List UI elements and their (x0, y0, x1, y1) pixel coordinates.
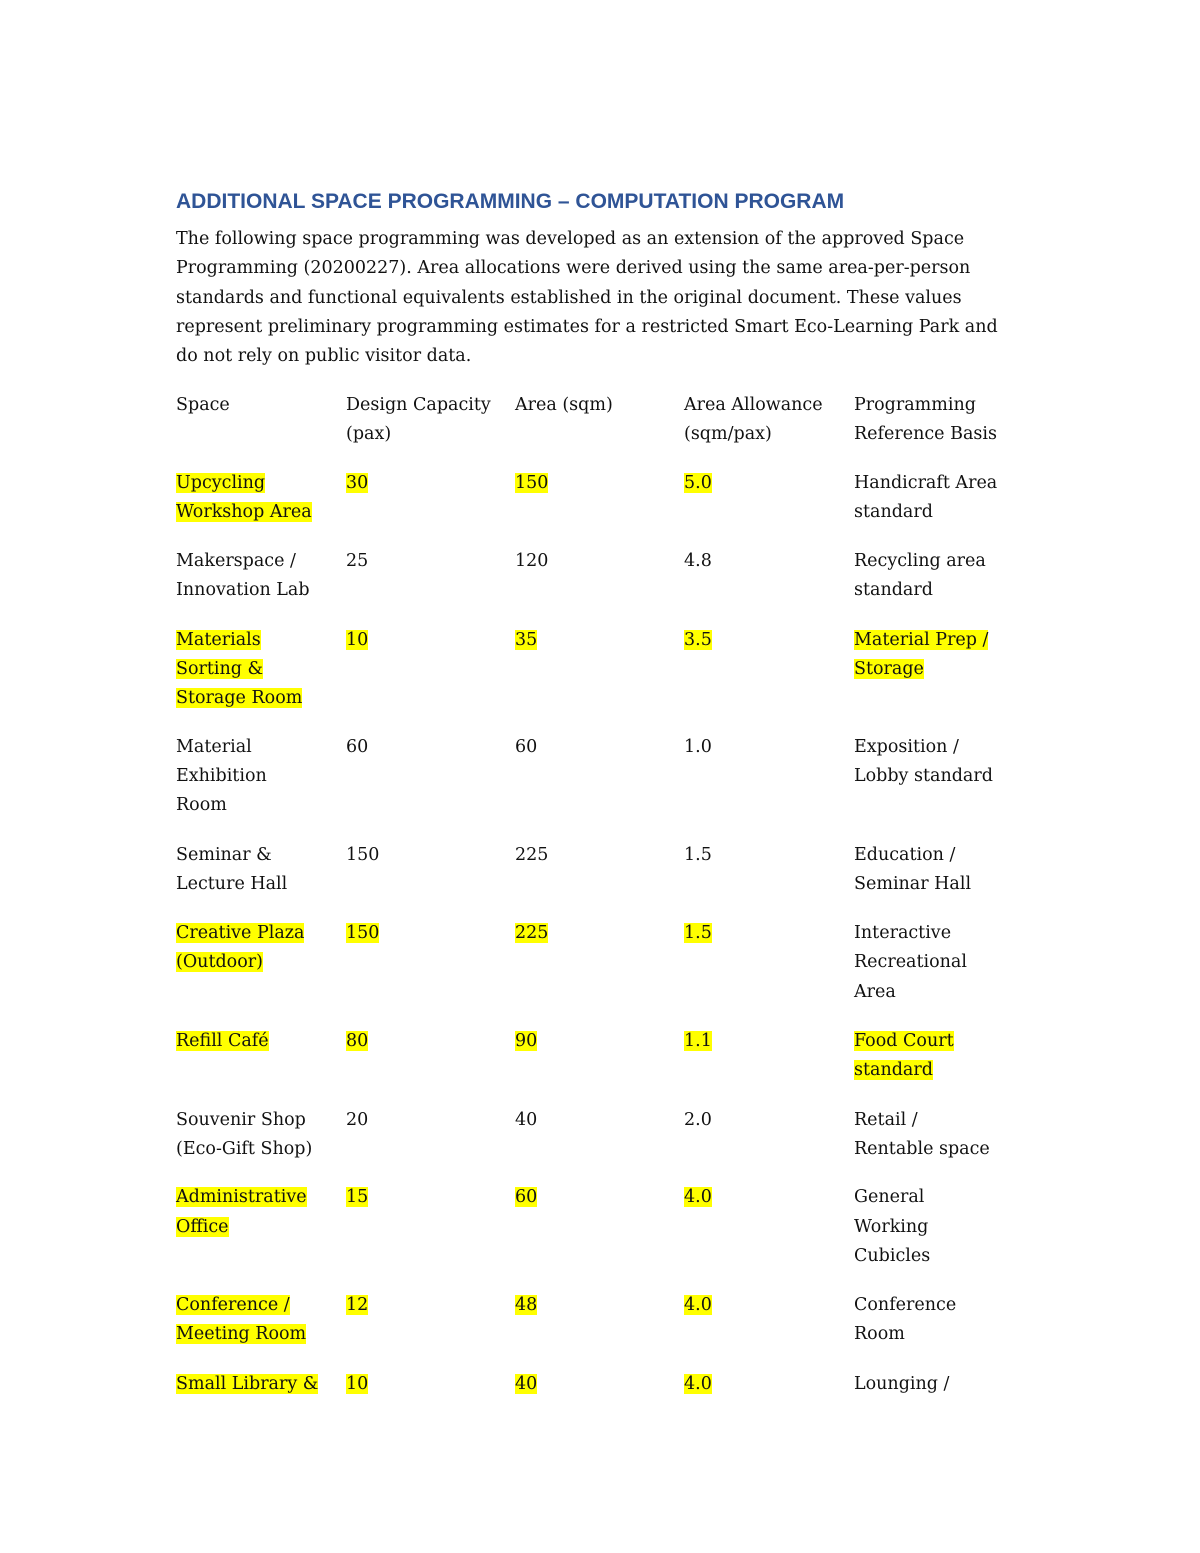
table-row (176, 1106, 1036, 1165)
cell-text: Meeting Room (176, 1324, 307, 1345)
table-row (176, 547, 1036, 606)
cell-text: 48 (515, 1295, 538, 1316)
cell-text: Seminar & (176, 844, 272, 865)
cell-text: 3.5 (684, 629, 712, 650)
cell-text: Souvenir Shop (176, 1109, 306, 1130)
cell-reference-basis (854, 547, 1034, 606)
highlighted-line (176, 1370, 346, 1399)
cell-text: standard (854, 580, 933, 601)
cell-text: 1.0 (684, 736, 712, 757)
intro-line: standards and functional equivalents established in the original document. These values (176, 287, 962, 308)
highlighted-line (515, 919, 684, 948)
highlighted-line (684, 1183, 854, 1212)
cell-space (176, 1027, 346, 1086)
cell-text: 4.0 (684, 1295, 712, 1316)
table-row (176, 841, 1036, 900)
highlighted-line (515, 469, 684, 498)
cell-area-allowance (684, 1106, 854, 1165)
cell-reference-basis (854, 1370, 1034, 1399)
cell-space (176, 1183, 346, 1271)
cell-design-capacity (346, 547, 515, 606)
highlighted-line (515, 1370, 684, 1399)
highlighted-line (684, 626, 854, 655)
cell-area (515, 1183, 684, 1271)
highlighted-line (176, 919, 346, 948)
cell-text: 60 (346, 736, 369, 757)
cell-text: Small Library & (176, 1373, 319, 1394)
cell-text: Food Court (854, 1031, 954, 1052)
highlighted-line (854, 1056, 1034, 1085)
cell-text: 40 (515, 1373, 538, 1394)
highlighted-line (176, 498, 346, 527)
highlighted-line (176, 948, 346, 977)
cell-text: 1.5 (684, 844, 712, 865)
cell-text: Rentable space (854, 1138, 990, 1159)
cell-text: 225 (515, 844, 549, 865)
cell-text: standard (854, 1060, 933, 1081)
cell-design-capacity (346, 626, 515, 714)
highlighted-line (515, 1027, 684, 1056)
intro-line: Programming (20200227). Area allocations were derived using the same area-per-person (176, 258, 971, 279)
header-text: (pax) (346, 424, 392, 445)
header-text: Design Capacity (346, 395, 491, 415)
cell-area-allowance (684, 1291, 854, 1350)
highlighted-line (515, 626, 684, 655)
cell-text: Administrative (176, 1187, 307, 1208)
cell-area (515, 1291, 684, 1350)
highlighted-line (684, 1027, 854, 1056)
cell-area (515, 733, 684, 821)
table-row (176, 1370, 1036, 1399)
cell-space (176, 733, 346, 821)
cell-space (176, 1106, 346, 1165)
cell-area (515, 1027, 684, 1086)
cell-text: Lecture Hall (176, 873, 288, 894)
highlighted-line (176, 1027, 346, 1056)
cell-space (176, 1291, 346, 1350)
cell-text: 4.0 (684, 1373, 712, 1394)
cell-reference-basis (854, 626, 1034, 714)
cell-reference-basis (854, 469, 1034, 528)
cell-text: Office (176, 1216, 229, 1237)
table-row (176, 1027, 1036, 1086)
cell-area (515, 469, 684, 528)
cell-space (176, 841, 346, 900)
cell-reference-basis (854, 919, 1034, 1007)
header-text: Space (176, 395, 230, 415)
highlighted-line (346, 1027, 515, 1056)
cell-text: 15 (346, 1187, 369, 1208)
cell-text: Workshop Area (176, 501, 312, 522)
cell-text: 1.5 (684, 923, 712, 944)
header-area (515, 391, 684, 450)
cell-text: Room (176, 795, 227, 816)
header-text: Programming (854, 395, 976, 415)
highlighted-line (346, 469, 515, 498)
cell-design-capacity (346, 919, 515, 1007)
highlighted-line (176, 655, 346, 684)
cell-area-allowance (684, 919, 854, 1007)
cell-area-allowance (684, 1027, 854, 1086)
intro-line: represent preliminary programming estimates for a restricted Smart Eco-Learning Park and (176, 316, 998, 337)
cell-reference-basis (854, 841, 1034, 900)
cell-text: Lobby standard (854, 765, 993, 786)
cell-text: 30 (346, 472, 369, 493)
cell-design-capacity (346, 1291, 515, 1350)
table-row (176, 919, 1036, 1007)
highlighted-line (515, 1291, 684, 1320)
cell-text: Recycling area (854, 551, 986, 572)
cell-reference-basis (854, 1027, 1034, 1086)
cell-reference-basis (854, 733, 1034, 821)
cell-area (515, 1370, 684, 1399)
cell-text: Material (176, 736, 252, 757)
highlighted-line (346, 1291, 515, 1320)
cell-text: 90 (515, 1031, 538, 1052)
highlighted-line (176, 1320, 346, 1349)
cell-text: Area (854, 981, 896, 1002)
highlighted-line (684, 1291, 854, 1320)
highlighted-line (854, 626, 1034, 655)
highlighted-line (854, 1027, 1034, 1056)
highlighted-line (854, 655, 1034, 684)
table-row (176, 1291, 1036, 1350)
cell-text: Storage (854, 659, 924, 680)
cell-text: Material Prep / (854, 629, 989, 650)
highlighted-line (346, 1183, 515, 1212)
cell-text: General (854, 1187, 925, 1208)
intro-line: The following space programming was developed as an extension of the approved Space (176, 229, 965, 249)
header-area-allowance (684, 391, 854, 450)
cell-text: Seminar Hall (854, 873, 972, 894)
cell-text: standard (854, 501, 933, 522)
cell-area-allowance (684, 733, 854, 821)
highlighted-line (346, 1370, 515, 1399)
cell-text: Room (854, 1324, 905, 1345)
cell-text: Handicraft Area (854, 472, 998, 493)
table-row (176, 733, 1036, 821)
intro-line: do not rely on public visitor data. (176, 346, 472, 367)
cell-text: (Eco-Gift Shop) (176, 1138, 313, 1159)
cell-area-allowance (684, 626, 854, 714)
cell-space (176, 1370, 346, 1399)
cell-reference-basis (854, 1183, 1034, 1271)
cell-text: 10 (346, 629, 369, 650)
cell-text: Lounging / (854, 1373, 950, 1394)
cell-design-capacity (346, 1183, 515, 1271)
cell-reference-basis (854, 1106, 1034, 1165)
cell-space (176, 547, 346, 606)
highlighted-line (176, 684, 346, 713)
cell-text: 1.1 (684, 1031, 712, 1052)
cell-text: 150 (346, 844, 380, 865)
header-reference-basis (854, 391, 1034, 450)
table-row (176, 469, 1036, 528)
cell-text: 120 (515, 551, 549, 572)
cell-text: 25 (346, 551, 369, 572)
cell-area (515, 626, 684, 714)
document-heading: ADDITIONAL SPACE PROGRAMMING – COMPUTATION PROGRAM (176, 190, 845, 213)
cell-text: 80 (346, 1031, 369, 1052)
cell-text: 35 (515, 629, 538, 650)
cell-text: Storage Room (176, 688, 303, 709)
cell-area-allowance (684, 1183, 854, 1271)
header-design-capacity (346, 391, 515, 450)
cell-text: 150 (346, 923, 380, 944)
cell-space (176, 469, 346, 528)
cell-text: Conference (854, 1295, 957, 1316)
table-header-row (176, 391, 1036, 450)
cell-text: Cubicles (854, 1245, 931, 1266)
cell-reference-basis (854, 1291, 1034, 1350)
cell-text: Recreational (854, 952, 967, 973)
cell-text: 150 (515, 472, 549, 493)
cell-design-capacity (346, 1106, 515, 1165)
cell-text: Makerspace / (176, 551, 296, 572)
cell-area (515, 547, 684, 606)
cell-design-capacity (346, 469, 515, 528)
table-row (176, 1183, 1036, 1271)
cell-area (515, 1106, 684, 1165)
intro-paragraph (176, 225, 1036, 371)
cell-text: Interactive (854, 923, 952, 944)
cell-text: Exhibition (176, 765, 267, 786)
cell-text: Working (854, 1216, 929, 1237)
table-row (176, 626, 1036, 714)
cell-space (176, 919, 346, 1007)
cell-design-capacity (346, 841, 515, 900)
cell-text: 40 (515, 1109, 538, 1130)
cell-text: Creative Plaza (176, 923, 305, 944)
cell-text: 60 (515, 1187, 538, 1208)
header-text: Reference Basis (854, 424, 997, 445)
cell-text: Refill Café (176, 1031, 269, 1052)
highlighted-line (176, 1183, 346, 1212)
cell-design-capacity (346, 1370, 515, 1399)
cell-area-allowance (684, 1370, 854, 1399)
cell-design-capacity (346, 1027, 515, 1086)
cell-text: 12 (346, 1295, 369, 1316)
highlighted-line (515, 1183, 684, 1212)
highlighted-line (684, 919, 854, 948)
space-programming-table (176, 391, 1036, 1399)
cell-text: Upcycling (176, 472, 266, 493)
cell-area-allowance (684, 469, 854, 528)
highlighted-line (176, 626, 346, 655)
cell-text: Conference / (176, 1295, 290, 1316)
cell-area-allowance (684, 841, 854, 900)
highlighted-line (346, 626, 515, 655)
cell-text: Materials (176, 629, 261, 650)
cell-text: 60 (515, 736, 538, 757)
highlighted-line (684, 1370, 854, 1399)
cell-text: Exposition / (854, 736, 959, 757)
cell-text: Innovation Lab (176, 580, 310, 601)
header-text: Area (sqm) (515, 395, 613, 415)
cell-text: 2.0 (684, 1109, 712, 1130)
cell-text: 10 (346, 1373, 369, 1394)
cell-area (515, 919, 684, 1007)
header-space (176, 391, 346, 450)
cell-text: 5.0 (684, 472, 712, 493)
cell-text: Education / (854, 844, 956, 865)
cell-text: Sorting & (176, 659, 264, 680)
cell-text: 4.8 (684, 551, 712, 572)
cell-text: (Outdoor) (176, 952, 263, 973)
cell-area (515, 841, 684, 900)
cell-design-capacity (346, 733, 515, 821)
cell-area-allowance (684, 547, 854, 606)
highlighted-line (176, 1291, 346, 1320)
header-text: Area Allowance (684, 395, 823, 415)
header-text: (sqm/pax) (684, 424, 772, 445)
highlighted-line (684, 469, 854, 498)
cell-text: 20 (346, 1109, 369, 1130)
highlighted-line (176, 469, 346, 498)
cell-text: 4.0 (684, 1187, 712, 1208)
cell-text: Retail / (854, 1109, 918, 1130)
highlighted-line (176, 1213, 346, 1242)
cell-text: 225 (515, 923, 549, 944)
highlighted-line (346, 919, 515, 948)
cell-space (176, 626, 346, 714)
